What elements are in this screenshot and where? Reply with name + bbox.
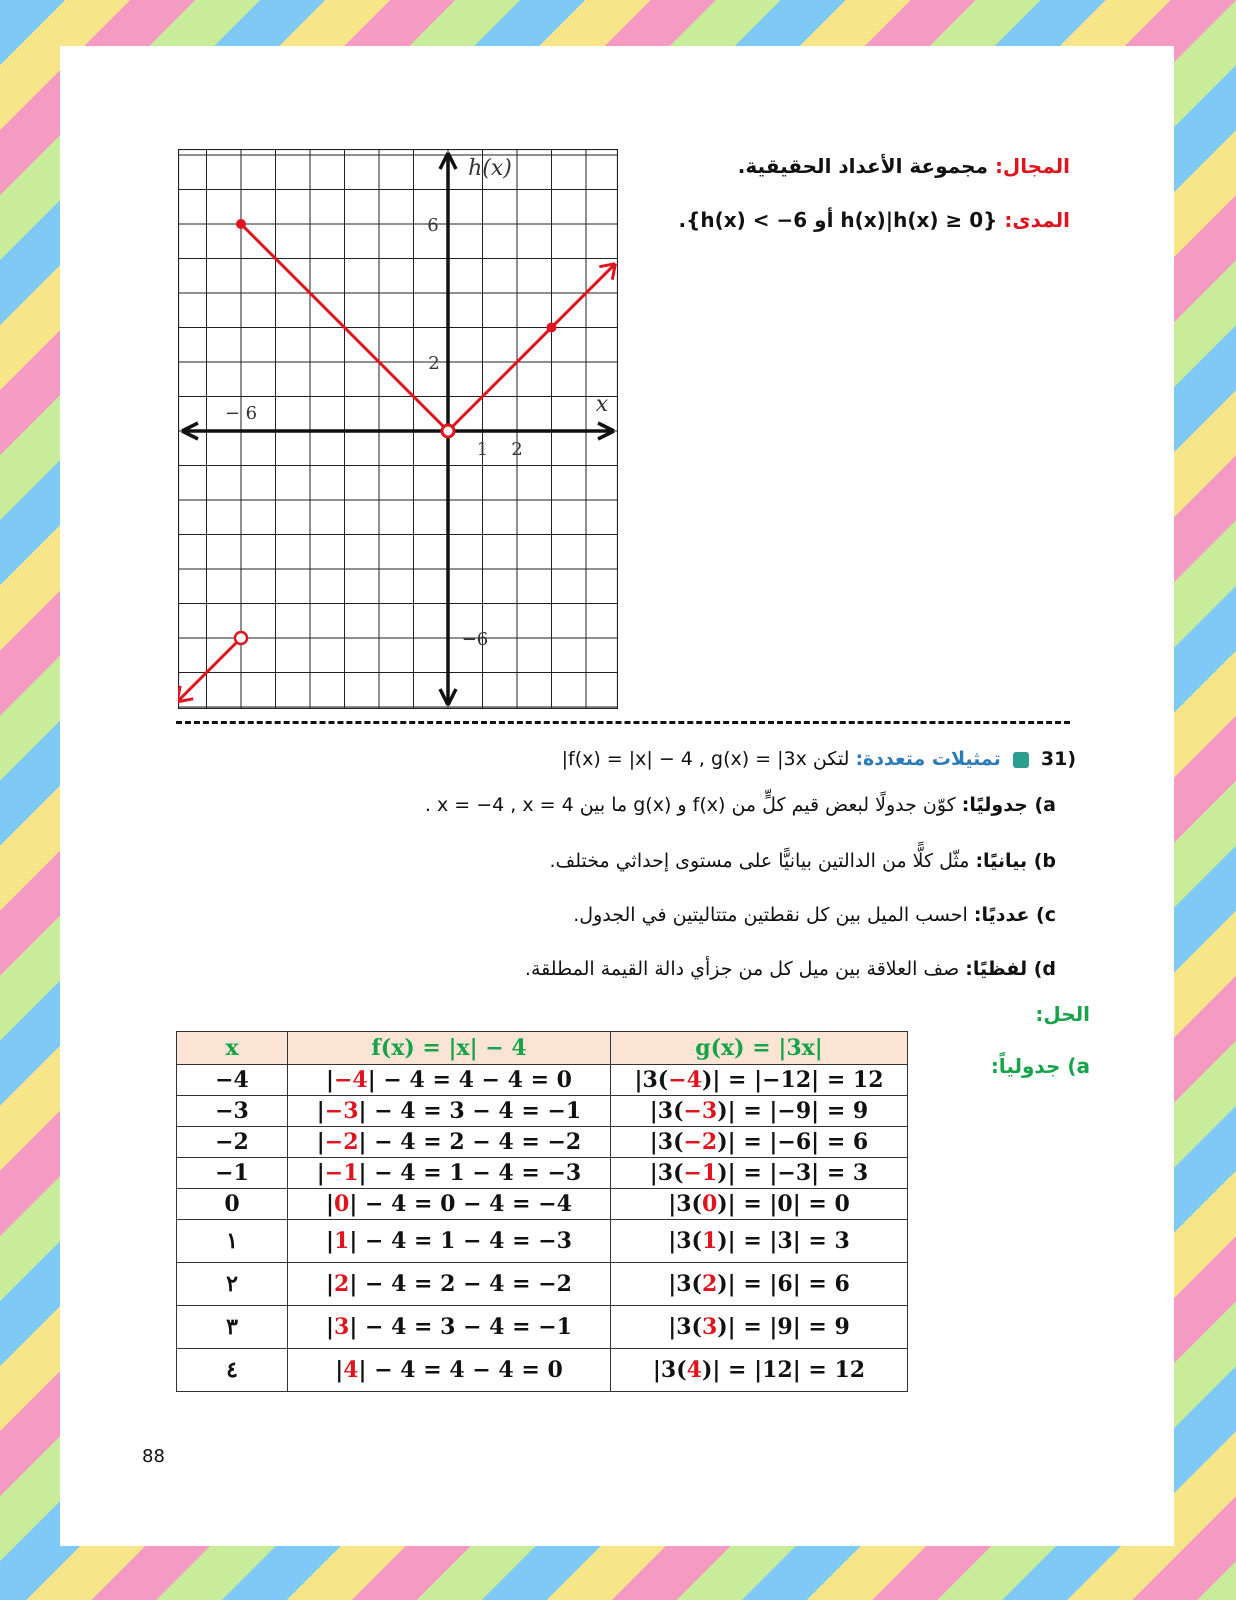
g-post: )| = |−12| = 12 [701, 1067, 884, 1093]
g-post: )| = |−6| = 6 [717, 1129, 869, 1155]
table-row [177, 1263, 908, 1306]
header-x: x [177, 1032, 288, 1065]
table-row [177, 1220, 908, 1263]
g-pre: |3( [668, 1271, 702, 1297]
page-sheet [60, 46, 1174, 1546]
g-input: 0 [701, 1191, 718, 1217]
table-row [177, 1189, 908, 1220]
cell-x: −1 [177, 1158, 288, 1189]
g-post: )| = |−3| = 3 [717, 1160, 869, 1186]
f-pre: | [335, 1357, 344, 1383]
dashed-separator [176, 721, 1070, 724]
table-body [177, 1065, 908, 1392]
lower-branch-line [178, 638, 241, 702]
cell-g [611, 1065, 908, 1096]
f-pre: | [316, 1160, 325, 1186]
tick-label-y-neg6: −6 [461, 629, 489, 650]
question-d-text: صف العلاقة بين ميل كل من جزأي دالة القيمة المطلقة. [524, 958, 960, 980]
g-pre: |3( [649, 1160, 684, 1186]
g-input: 2 [701, 1271, 718, 1297]
cell-g [611, 1158, 908, 1189]
values-table [176, 1031, 908, 1392]
question-b-label: b) بيانيًا: [975, 850, 1056, 872]
g-pre: |3( [652, 1357, 687, 1383]
f-input: 4 [343, 1357, 359, 1383]
f-pre: | [325, 1067, 334, 1093]
f-pre: | [316, 1129, 325, 1155]
cell-f [288, 1096, 611, 1127]
question-a-label: a) جدوليًا: [961, 794, 1056, 816]
tick-label-x-1: 1 [476, 439, 489, 460]
f-post: | − 4 = 3 − 4 = −1 [358, 1098, 582, 1124]
range-label: المدى: [1004, 208, 1070, 232]
vertex-point [442, 425, 454, 437]
domain-line [738, 154, 1070, 178]
graph-curve [178, 219, 615, 702]
g-post: )| = |6| = 6 [717, 1271, 850, 1297]
cell-f [288, 1127, 611, 1158]
table-row [177, 1127, 908, 1158]
g-pre: |3( [649, 1129, 684, 1155]
graph-axes [182, 153, 614, 705]
question-c-text: احسب الميل بين كل نقطتين متتاليتين في الجدول. [573, 904, 968, 926]
cell-x: ١ [177, 1220, 288, 1263]
cell-g [611, 1096, 908, 1127]
problem-intro: لتكن f(x) = |x| − 4 , g(x) = |3x| [561, 748, 850, 770]
cell-g [611, 1306, 908, 1349]
table-row [177, 1096, 908, 1127]
g-post: )| = |3| = 3 [717, 1228, 850, 1254]
f-post: | − 4 = 1 − 4 = −3 [358, 1160, 582, 1186]
problem-title: تمثيلات متعددة: [855, 748, 1001, 770]
f-post: | − 4 = 3 − 4 = −1 [349, 1314, 572, 1340]
question-b-text: مثّل كلًّا من الدالتين بيانيًّا على مستوى إحداثي مختلف. [549, 850, 970, 872]
open-point [235, 632, 247, 644]
f-input: −4 [334, 1067, 368, 1093]
cell-x: −3 [177, 1096, 288, 1127]
question-c [573, 904, 1056, 926]
tick-label-x-2: 2 [511, 439, 523, 460]
g-post: )| = |12| = 12 [701, 1357, 866, 1383]
problem-header [562, 748, 1076, 770]
f-input: 3 [334, 1314, 350, 1340]
cell-g [611, 1349, 908, 1392]
header-f: f(x) = |x| − 4 [288, 1032, 611, 1065]
problem-number: (31 [1040, 748, 1076, 770]
domain-label: المجال: [994, 154, 1070, 178]
f-pre: | [325, 1271, 334, 1297]
cell-g [611, 1127, 908, 1158]
f-pre: | [325, 1314, 334, 1340]
cell-x: ٣ [177, 1306, 288, 1349]
f-post: | − 4 = 2 − 4 = −2 [358, 1129, 582, 1155]
table-row [177, 1349, 908, 1392]
header-g: g(x) = |3x| [611, 1032, 908, 1065]
g-input: 4 [686, 1357, 702, 1383]
g-pre: |3( [668, 1191, 702, 1217]
graph-grid [178, 149, 618, 709]
g-pre: |3( [668, 1228, 702, 1254]
tick-label-x-neg6: − 6 [224, 403, 258, 424]
g-input: −2 [683, 1129, 718, 1155]
tick-label-y-2: 2 [428, 353, 440, 374]
cell-f [288, 1189, 611, 1220]
g-input: −1 [683, 1160, 718, 1186]
f-input: −3 [324, 1098, 359, 1124]
g-post: )| = |9| = 9 [717, 1314, 850, 1340]
range-text: {h(x)|h(x) ≥ 0 أو h(x) < −6}. [678, 208, 1005, 232]
cell-g [611, 1189, 908, 1220]
g-input: −3 [683, 1098, 718, 1124]
g-pre: |3( [649, 1098, 684, 1124]
range-line [679, 208, 1070, 232]
cell-x: 0 [177, 1189, 288, 1220]
question-a [425, 794, 1056, 816]
cell-g [611, 1220, 908, 1263]
domain-text: مجموعة الأعداد الحقيقية. [737, 154, 995, 178]
h-graph [178, 149, 618, 709]
cell-x: −2 [177, 1127, 288, 1158]
closed-point-right [547, 323, 557, 333]
cell-x: ٢ [177, 1263, 288, 1306]
cell-x: ٤ [177, 1349, 288, 1392]
page-number: 88 [142, 1446, 165, 1467]
f-pre: | [325, 1228, 334, 1254]
g-pre: |3( [634, 1067, 669, 1093]
closed-point-left [236, 219, 246, 229]
g-post: )| = |−9| = 9 [717, 1098, 869, 1124]
f-post: | − 4 = 4 − 4 = 0 [358, 1357, 563, 1383]
f-input: 2 [334, 1271, 350, 1297]
f-input: −1 [324, 1160, 359, 1186]
cell-x: −4 [177, 1065, 288, 1096]
g-input: 1 [701, 1228, 718, 1254]
cell-f [288, 1220, 611, 1263]
multi-rep-icon [1013, 752, 1029, 768]
table-row [177, 1306, 908, 1349]
f-post: | − 4 = 4 − 4 = 0 [367, 1067, 572, 1093]
cell-f [288, 1306, 611, 1349]
f-input: 0 [334, 1191, 350, 1217]
cell-f [288, 1349, 611, 1392]
x-axis-label: x [595, 392, 609, 417]
y-axis-label: h(x) [468, 156, 512, 181]
question-c-label: c) عدديًا: [973, 904, 1056, 926]
cell-f [288, 1065, 611, 1096]
table-row [177, 1065, 908, 1096]
solution-label: الحل: [1035, 1002, 1090, 1026]
f-pre: | [325, 1191, 334, 1217]
question-b [550, 850, 1057, 872]
question-a-text: كوّن جدولًا لبعض قيم كلٍّ من f(x) و g(x) ما بين x = −4 , x = 4 . [424, 794, 956, 816]
f-pre: | [316, 1098, 325, 1124]
g-input: −4 [668, 1067, 702, 1093]
table-row [177, 1158, 908, 1189]
g-input: 3 [701, 1314, 718, 1340]
f-post: | − 4 = 0 − 4 = −4 [349, 1191, 572, 1217]
question-d [525, 958, 1056, 980]
f-post: | − 4 = 1 − 4 = −3 [349, 1228, 572, 1254]
cell-g [611, 1263, 908, 1306]
cell-f [288, 1263, 611, 1306]
table-header-row [177, 1032, 908, 1065]
f-post: | − 4 = 2 − 4 = −2 [349, 1271, 572, 1297]
tick-label-y-6: 6 [427, 215, 439, 236]
right-branch-line [448, 264, 615, 431]
question-d-label: d) لفظيًا: [965, 958, 1056, 980]
solution-a-label: a) جدولياً: [990, 1054, 1090, 1078]
f-input: −2 [324, 1129, 359, 1155]
g-pre: |3( [668, 1314, 702, 1340]
g-post: )| = |0| = 0 [717, 1191, 850, 1217]
f-input: 1 [334, 1228, 350, 1254]
cell-f [288, 1158, 611, 1189]
